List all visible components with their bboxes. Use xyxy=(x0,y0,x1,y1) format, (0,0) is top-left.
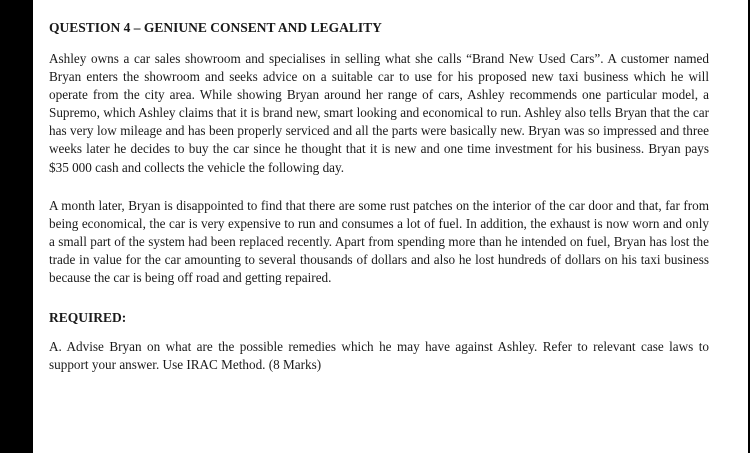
document-page xyxy=(33,0,748,453)
question-text: A. Advise Bryan on what are the possible remedies which he may have against Ashley. Refer to relevant case laws to support your answer. Use IRAC Method. (8 Marks) xyxy=(49,339,709,373)
required-label: REQUIRED: xyxy=(49,310,127,326)
document-content xyxy=(49,19,709,374)
question-heading: QUESTION 4 – GENIUNE CONSENT AND LEGALITY xyxy=(49,20,382,35)
scenario-paragraph-1: Ashley owns a car sales showroom and specialises in selling what she calls “Brand New Used Cars”. A customer named Bryan enters the showroom and seeks advice on a suitable car to use for his proposed new taxi business which he will operate from the city area. While showing Bryan around her range of cars, Ashley recommends one particular model, a Supremo, which Ashley claims that it is brand new, smart looking and economical to run. Ashley also tells Bryan that the car has very low mileage and has been properly serviced and all the parts were basically new. Bryan was so impressed and three weeks later he decides to buy the car since he thought that it is new and one time investment for his business. Bryan pays $35 000 cash and collects the vehicle the following day. xyxy=(49,51,709,175)
scenario-paragraph-2: A month later, Bryan is disappointed to find that there are some rust patches on the interior of the car door and that, far from being economical, the car is very expensive to run and consumes a lot of fuel. In addition, the exhaust is now worn and only a small part of the system had been replaced recently. Apart from spending more than he intended on fuel, Bryan has lost the trade in value for the car amounting to several thousands of dollars and also he lost hundreds of dollars on his taxi business because the car is being off road and getting repaired. xyxy=(49,197,709,286)
